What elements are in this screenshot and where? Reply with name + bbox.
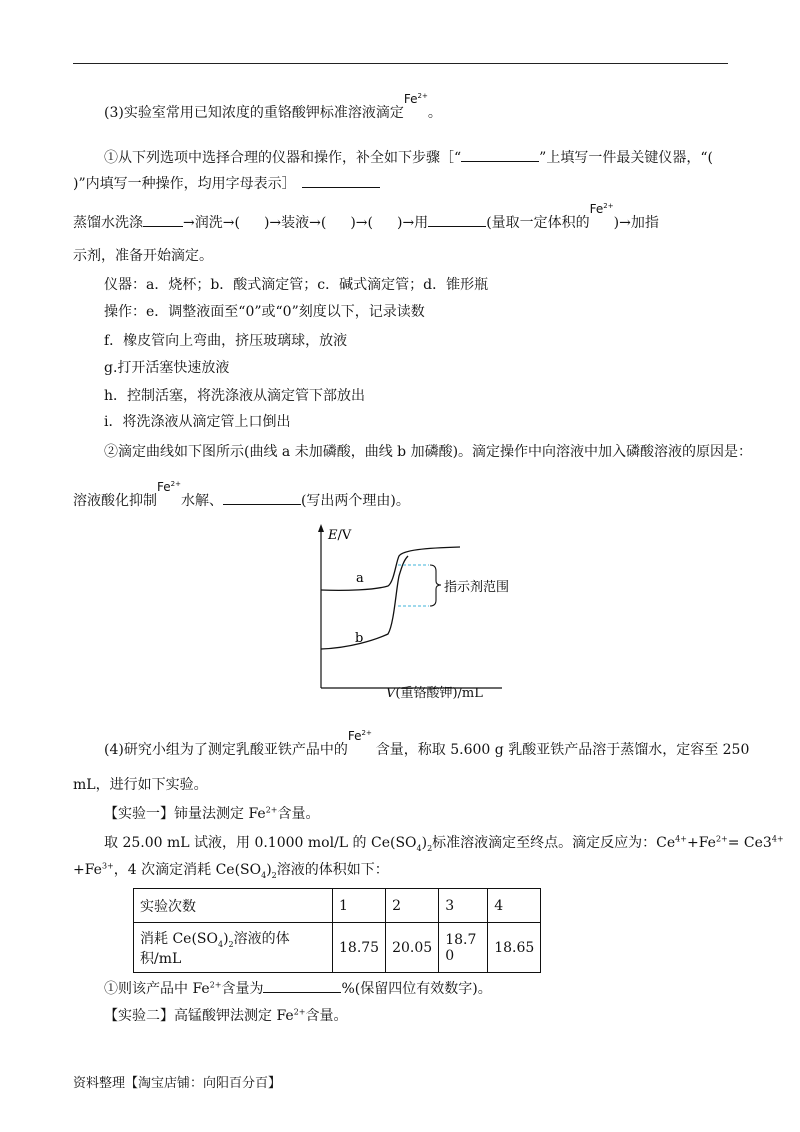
table-row-label: 消耗 $Ce(SO_4)_2$溶液的体积/mL (134, 923, 333, 973)
q3-step1-line1: ①从下列选项中选择合理的仪器和操作，补全如下步骤［“ ”上填写一件最关键仪器，“( (104, 147, 713, 168)
operation-i: i．将洗涤液从滴定管上口倒出 (104, 414, 291, 430)
q3-intro: (3)实验室常用已知浓度的重铬酸钾标准溶液滴定 (104, 105, 404, 121)
table-header-trial: 1 (333, 889, 386, 923)
fe-ion-label: $Fe^{2+}$ (347, 729, 372, 743)
table-header-trial: 2 (386, 889, 439, 923)
range-brace (430, 565, 441, 606)
q3-step1-line2: )”内填写一种操作，均用字母表示］ (73, 173, 380, 194)
header-rule (73, 63, 728, 64)
answer-blank[interactable] (143, 212, 183, 227)
titration-volume-table (133, 888, 541, 973)
table-cell-volume: 18.75 (333, 923, 386, 973)
curve-b-label: b (355, 631, 364, 646)
q3-sequence-line2: 示剂，准备开始滴定。 (73, 248, 213, 264)
table-cell-volume: 18.70 (439, 923, 488, 973)
table-header-trial: 3 (439, 889, 488, 923)
answer-blank[interactable] (302, 173, 380, 188)
experiment1-title: 【实验一】铈量法测定 $Fe^{2+}$含量。 (104, 805, 320, 822)
table-row (134, 923, 541, 973)
answer-blank[interactable] (223, 490, 301, 505)
fe-ion-label: $Fe^{2+}$ (157, 480, 181, 494)
q4-line2: mL，进行如下实验。 (73, 777, 208, 793)
operation-e: 操作：e．调整液面至“0”或“0”刻度以下，记录读数 (104, 304, 425, 320)
operation-f: f．橡皮管向上弯曲，挤压玻璃球，放液 (104, 333, 348, 349)
instrument-options: 仪器：a．烧杯；b．酸式滴定管；c．碱式滴定管；d．锥形瓶 (104, 277, 489, 293)
q4-line1: (4)研究小组为了测定乳酸亚铁产品中的$Fe^{2+}$含量，称取 5.600 g 乳酸亚铁产品溶于蒸馏水，定容至 250 (104, 729, 750, 758)
y-axis-arrow (318, 524, 324, 532)
q3-sequence-line: 蒸馏水洗涤 →润洗→( )→装液→( )→( )→用 (量取一定体积的$Fe^{2+})\to$加指 (73, 202, 659, 231)
answer-blank[interactable] (461, 147, 539, 162)
experiment1-line1: 取 25.00 mL 试液，用 0.1000 mol/L 的 $Ce(SO_4)_2$标准溶液滴定至终点。滴定反应为：$Ce^{4+}+Fe^{2+}= Ce3^{4+}$ (104, 834, 784, 853)
curve-a-label: a (356, 571, 364, 586)
range-label: 指示剂范围 (444, 580, 510, 595)
table-row (134, 889, 541, 923)
titration-figure (300, 520, 530, 700)
experiment1-line2: $+Fe^{3+}$，4 次滴定消耗 $Ce(SO_4)_2$溶液的体积如下： (73, 861, 389, 880)
q3-intro-line: (3)实验室常用已知浓度的重铬酸钾标准溶液滴定$Fe^{2+}$。 (104, 92, 442, 121)
table-header-trial: 4 (488, 889, 541, 923)
experiment2-title: 【实验二】高锰酸钾法测定 $Fe^{2+}$含量。 (104, 1007, 348, 1024)
q4-subquestion1: ①则该产品中 $Fe^{2+}$含量为 %(保留四位有效数字)。 (104, 978, 492, 999)
table-cell-volume: 20.05 (386, 923, 439, 973)
answer-blank[interactable] (428, 212, 486, 227)
q3-step2-line1: ②滴定曲线如下图所示(曲线 a 未加磷酸，曲线 b 加磷酸)。滴定操作中向溶液中加入磷酸溶液的原因是： (104, 444, 753, 460)
operation-g: g.打开活塞快速放液 (104, 360, 230, 376)
operation-h: h．控制活塞，将洗涤液从滴定管下部放出 (104, 388, 366, 404)
table-cell-volume: 18.65 (488, 923, 541, 973)
answer-blank[interactable] (263, 978, 341, 993)
q3-step2-line2: 溶液酸化抑制$Fe^{2+}$水解、 (写出两个理由)。 (73, 480, 410, 509)
curve-a (321, 547, 460, 590)
x-axis-label: V(重铬酸钾)/mL (386, 686, 483, 701)
fe-ion-label: $Fe^{2+}$ (589, 202, 614, 216)
table-header-label: 实验次数 (134, 889, 333, 923)
y-axis-label: E/V (328, 528, 352, 543)
fe-ion-label: $Fe^{2+}$ (403, 92, 428, 106)
footer-source: 资料整理【淘宝店铺：向阳百分百】 (73, 1076, 282, 1091)
